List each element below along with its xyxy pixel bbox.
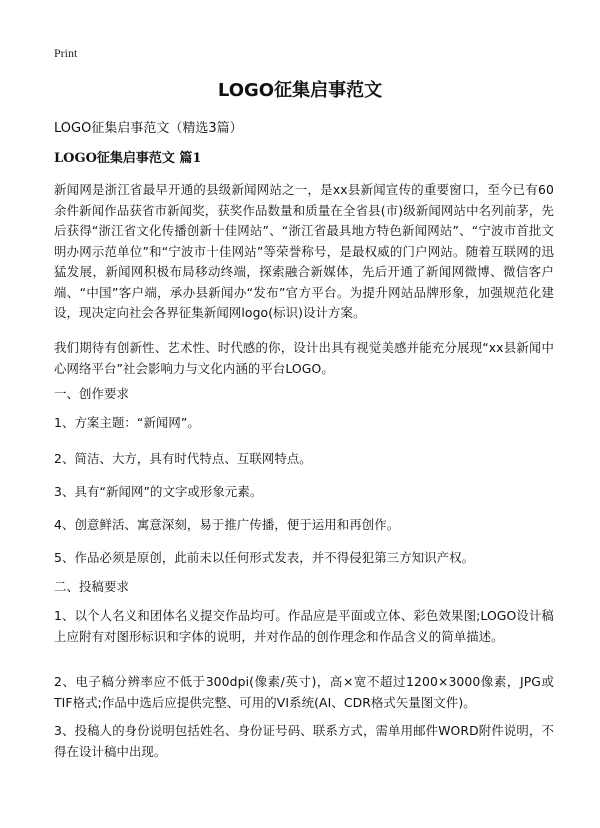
page-title: LOGO征集启事范文 xyxy=(217,80,383,101)
requirement-item: 1、方案主题：“新闻网”。 xyxy=(54,415,200,430)
print-link[interactable]: Print xyxy=(54,46,78,60)
requirement-item: 5、作品必须是原创，此前未以任何形式发表，并不得侵犯第三方知识产权。 xyxy=(54,550,475,565)
section-heading: LOGO征集启事范文 篇1 xyxy=(54,151,202,166)
submission-requirements-heading: 二、投稿要求 xyxy=(54,579,129,594)
submission-item: 1、以个人名义和团体名义提交作品均可。作品应是平面或立体、彩色效果图;LOGO设计稿上应附有对图形标识和字体的说明，并对作品的创作理念和作品含义的简单描述。 xyxy=(54,608,554,644)
requirement-item: 3、具有“新闻网”的文字或形象元素。 xyxy=(54,484,263,499)
intro-paragraph: 新闻网是浙江省最早开通的县级新闻网站之一，是xx县新闻宣传的重要窗口，至今已有60余件新闻作品获省市新闻奖，获奖作品数量和质量在全省县(市)级新闻网站中名列前茅，先后获得“浙江省文化传播创新十佳网站”、“浙江省最具地方特色新闻网站”、“宁波市首批文明办网示范单位”和“宁波市十佳网站”等荣誉称号，是最权威的门户网站。随着互联网的迅猛发展，新闻网积极布局移动终端，探索融合新媒体，先后开通了新闻网微博、微信客户端、“中国”客户端，承办县新闻办“发布”官方平台。为提升网站品牌形象，加强规范化建设，现决定向社会各界征集新闻网logo(标识)设计方案。 xyxy=(54,182,554,320)
call-paragraph: 我们期待有创新性、艺术性、时代感的你，设计出具有视觉美感并能充分展现“xx县新闻中心网络平台”社会影响力与文化内涵的平台LOGO。 xyxy=(54,340,554,376)
document-subtitle: LOGO征集启事范文（精选3篇） xyxy=(54,121,243,136)
requirement-item: 2、简洁、大方，具有时代特点、互联网特点。 xyxy=(54,451,312,466)
requirement-item: 4、创意鲜活、寓意深刻，易于推广传播，便于运用和再创作。 xyxy=(54,517,400,532)
creation-requirements-heading: 一、创作要求 xyxy=(54,386,129,401)
submission-item: 3、投稿人的身份说明包括姓名、身份证号码、联系方式，需单用邮件WORD附件说明，不得在设计稿中出现。 xyxy=(54,723,554,759)
submission-item: 2、电子稿分辨率应不低于300dpi(像素/英寸)，高×宽不超过1200×3000像素，JPG或TIF格式;作品中选后应提供完整、可用的VI系统(AI、CDR格式矢量图文件)。 xyxy=(54,674,554,710)
